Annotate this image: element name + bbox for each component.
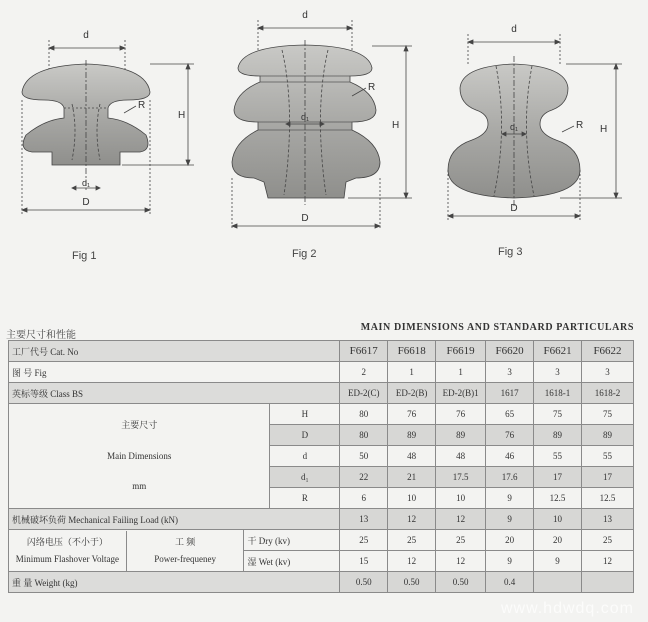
dim-cell: 48 <box>388 446 436 467</box>
fig-label: 图 号 Fig <box>9 362 340 383</box>
mech-cell: 13 <box>582 509 634 530</box>
fig1-label-d: d <box>83 30 89 41</box>
insulator-drawings <box>0 0 648 300</box>
fig1-label-dd: D <box>82 197 90 208</box>
main-dimensions-label <box>9 404 270 509</box>
fig3-label-d1: d₁ <box>509 122 519 132</box>
table-row-fig <box>9 362 634 383</box>
dim-name: D <box>270 425 340 446</box>
fig3-label-h: H <box>600 124 608 135</box>
wet-cell: 15 <box>340 551 388 572</box>
dim-cell: 89 <box>534 425 582 446</box>
dim-cell: 65 <box>486 404 534 425</box>
fig-cell: 3 <box>582 362 634 383</box>
fig3-label-r: R <box>576 120 584 131</box>
specifications-table <box>8 340 634 593</box>
weight-cell: 0.50 <box>388 572 436 593</box>
dim-name: H <box>270 404 340 425</box>
fig2-label-h: H <box>392 120 400 131</box>
dim-cell: 17.6 <box>486 467 534 488</box>
fig1-caption: Fig 1 <box>72 250 97 262</box>
class-cell: ED-2(B)1 <box>436 383 486 404</box>
fig1-label-h: H <box>178 110 186 121</box>
dim-cell: 55 <box>582 446 634 467</box>
class-label: 英标等级 Class BS <box>9 383 340 404</box>
fig3-label-d: d <box>511 24 517 35</box>
dim-cell: 10 <box>388 488 436 509</box>
wet-cell: 12 <box>388 551 436 572</box>
wet-cell: 9 <box>534 551 582 572</box>
dim-cell: 76 <box>388 404 436 425</box>
dim-cell: 17.5 <box>436 467 486 488</box>
weight-cell: 0.4 <box>486 572 534 593</box>
dim-cell: 76 <box>436 404 486 425</box>
dry-cell: 20 <box>534 530 582 551</box>
dry-cell: 25 <box>582 530 634 551</box>
fig1-label-d1: d₁ <box>81 178 91 188</box>
dim-cell: 48 <box>436 446 486 467</box>
dim-name: d₁ <box>270 467 340 488</box>
fig3-drawing <box>448 34 622 220</box>
weight-cell <box>534 572 582 593</box>
fig3-label-dd: D <box>510 203 518 214</box>
fig2-caption: Fig 2 <box>292 248 317 260</box>
power-frequency-zh: 工 频 <box>174 536 196 547</box>
weight-label: 重 量 Weight (kg) <box>9 572 340 593</box>
dim-name: R <box>270 488 340 509</box>
dry-cell: 25 <box>340 530 388 551</box>
main-dimensions-zh: 主要尺寸 <box>121 419 158 430</box>
table-row-class <box>9 383 634 404</box>
cat-no-label: 工厂代号 Cat. No <box>9 341 340 362</box>
dim-cell: 12.5 <box>582 488 634 509</box>
flashover-label <box>9 530 244 572</box>
weight-cell: 0.50 <box>340 572 388 593</box>
dim-cell: 6 <box>340 488 388 509</box>
dim-cell: 80 <box>340 404 388 425</box>
fig-cell: 1 <box>388 362 436 383</box>
fig1-label-r: R <box>138 100 146 111</box>
dim-cell: 22 <box>340 467 388 488</box>
class-cell: 1617 <box>486 383 534 404</box>
dry-cell: 25 <box>388 530 436 551</box>
dim-cell: 80 <box>340 425 388 446</box>
mech-cell: 12 <box>436 509 486 530</box>
table-row-flashover-dry <box>9 530 634 551</box>
class-cell: ED-2(C) <box>340 383 388 404</box>
dim-cell: 76 <box>486 425 534 446</box>
fig2-drawing <box>232 20 412 230</box>
mechanical-label: 机械破坏负荷 Mechanical Failing Load (kN) <box>9 509 340 530</box>
model-cell: F6618 <box>388 341 436 362</box>
weight-cell: 0.50 <box>436 572 486 593</box>
model-cell: F6621 <box>534 341 582 362</box>
model-cell: F6620 <box>486 341 534 362</box>
fig-cell: 3 <box>486 362 534 383</box>
power-frequency-en: Power-frequeney <box>154 553 217 564</box>
dry-cell: 20 <box>486 530 534 551</box>
dim-cell: 17 <box>534 467 582 488</box>
fig1-drawing <box>22 40 194 214</box>
dry-cell: 25 <box>436 530 486 551</box>
model-cell: F6619 <box>436 341 486 362</box>
flashover-label-zh: 闪络电压（不小于） <box>26 536 108 547</box>
wet-cell: 9 <box>486 551 534 572</box>
wet-cell: 12 <box>436 551 486 572</box>
fig2-label-r: R <box>368 82 376 93</box>
model-cell: F6617 <box>340 341 388 362</box>
main-dimensions-en: Main Dimensions <box>107 450 172 461</box>
dim-cell: 9 <box>486 488 534 509</box>
table-row-mechanical <box>9 509 634 530</box>
dim-cell: 10 <box>436 488 486 509</box>
weight-cell <box>582 572 634 593</box>
dim-cell: 46 <box>486 446 534 467</box>
section-title-en: MAIN DIMENSIONS AND STANDARD PARTICULARS <box>360 322 634 333</box>
dim-cell: 75 <box>582 404 634 425</box>
table-row-cat-no <box>9 341 634 362</box>
main-dimensions-unit: mm <box>132 481 147 492</box>
fig-cell: 2 <box>340 362 388 383</box>
mech-cell: 9 <box>486 509 534 530</box>
class-cell: 1618-2 <box>582 383 634 404</box>
fig3-caption: Fig 3 <box>498 246 523 258</box>
dim-cell: 89 <box>436 425 486 446</box>
dim-cell: 17 <box>582 467 634 488</box>
fig-cell: 1 <box>436 362 486 383</box>
fig2-label-d1: d₁ <box>300 112 310 122</box>
dim-cell: 55 <box>534 446 582 467</box>
wet-cell: 12 <box>582 551 634 572</box>
wet-label: 湿 Wet (kv) <box>244 551 340 572</box>
fig2-label-d: d <box>302 10 308 21</box>
dim-cell: 89 <box>388 425 436 446</box>
dim-cell: 89 <box>582 425 634 446</box>
class-cell: ED-2(B) <box>388 383 436 404</box>
mech-cell: 10 <box>534 509 582 530</box>
model-cell: F6622 <box>582 341 634 362</box>
section-title-zh: 主要尺寸和性能 <box>6 330 76 341</box>
dim-name: d <box>270 446 340 467</box>
dim-cell: 75 <box>534 404 582 425</box>
class-cell: 1618-1 <box>534 383 582 404</box>
mech-cell: 13 <box>340 509 388 530</box>
dim-cell: 50 <box>340 446 388 467</box>
fig-cell: 3 <box>534 362 582 383</box>
flashover-label-en: Minimum Flashover Voltage <box>15 553 119 564</box>
dim-cell: 12.5 <box>534 488 582 509</box>
dry-label: 干 Dry (kv) <box>244 530 340 551</box>
mech-cell: 12 <box>388 509 436 530</box>
table-row-dim-h <box>9 404 634 425</box>
watermark: www.hdwdq.com <box>500 600 634 617</box>
table-row-weight <box>9 572 634 593</box>
fig2-label-dd: D <box>301 213 309 224</box>
dim-cell: 21 <box>388 467 436 488</box>
